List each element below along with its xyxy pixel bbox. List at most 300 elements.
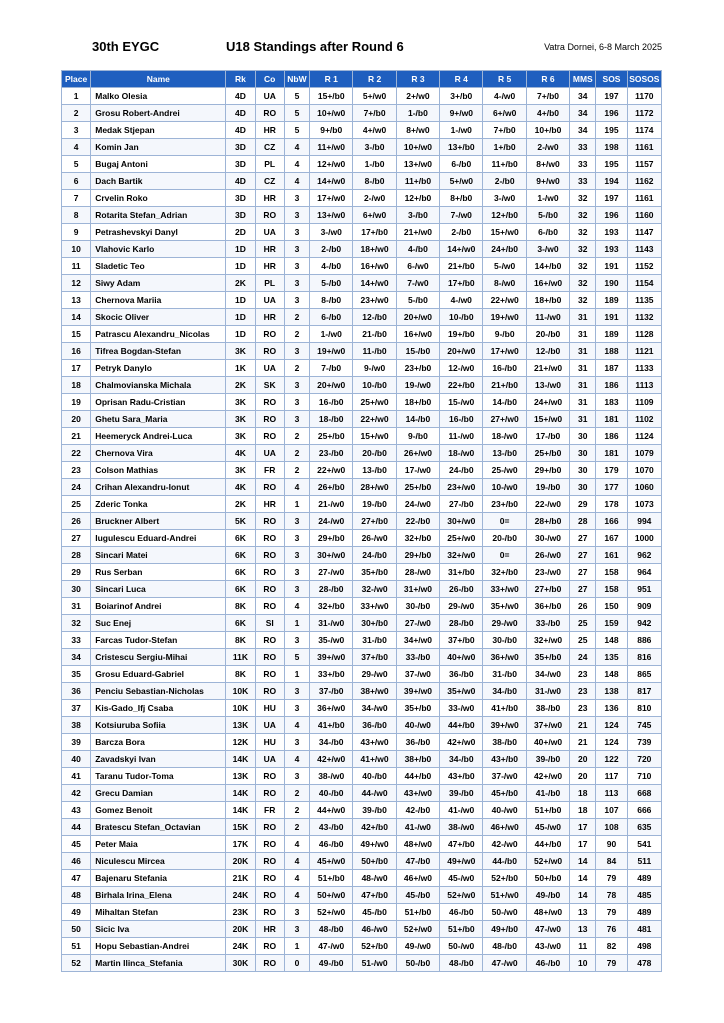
- cell-r2: 49+/w0: [353, 836, 396, 853]
- cell-r4: 9+/w0: [440, 105, 483, 122]
- cell-place: 29: [62, 564, 91, 581]
- table-row: [62, 173, 662, 190]
- column-header-country: Co: [255, 71, 284, 88]
- cell-r6: 45-/w0: [526, 819, 569, 836]
- cell-nbw: 3: [284, 258, 309, 275]
- cell-r6: 16+/w0: [526, 275, 569, 292]
- cell-sos: 113: [596, 785, 627, 802]
- cell-r4: 11-/w0: [440, 428, 483, 445]
- column-header-name: Name: [91, 71, 226, 88]
- cell-sosos: 1162: [627, 173, 661, 190]
- cell-r6: 7+/b0: [526, 88, 569, 105]
- cell-r1: 44+/w0: [310, 802, 353, 819]
- table-row: [62, 241, 662, 258]
- cell-r6: 18+/b0: [526, 292, 569, 309]
- cell-r5: 35+/w0: [483, 598, 526, 615]
- cell-r6: 32+/w0: [526, 632, 569, 649]
- cell-r3: 15-/b0: [396, 343, 439, 360]
- cell-name: Petrashevskyi Danyl: [91, 224, 226, 241]
- cell-r5: 42-/w0: [483, 836, 526, 853]
- cell-country: HR: [255, 258, 284, 275]
- cell-r1: 14+/w0: [310, 173, 353, 190]
- cell-name: Crihan Alexandru-Ionut: [91, 479, 226, 496]
- cell-r1: 46-/b0: [310, 836, 353, 853]
- cell-r5: 22+/w0: [483, 292, 526, 309]
- cell-place: 49: [62, 904, 91, 921]
- cell-country: RO: [255, 479, 284, 496]
- cell-sos: 191: [596, 258, 627, 275]
- cell-sosos: 1147: [627, 224, 661, 241]
- cell-sosos: 1000: [627, 530, 661, 547]
- column-header-sos: SOS: [596, 71, 627, 88]
- cell-rank: 20K: [226, 853, 255, 870]
- standings-title: U18 Standings after Round 6: [226, 39, 404, 54]
- cell-sos: 181: [596, 411, 627, 428]
- cell-sosos: 886: [627, 632, 661, 649]
- cell-place: 42: [62, 785, 91, 802]
- cell-r2: 15+/w0: [353, 428, 396, 445]
- cell-mms: 18: [570, 802, 596, 819]
- cell-name: Malko Olesia: [91, 88, 226, 105]
- cell-nbw: 3: [284, 190, 309, 207]
- cell-r6: 5-/b0: [526, 207, 569, 224]
- cell-sosos: 541: [627, 836, 661, 853]
- cell-mms: 13: [570, 904, 596, 921]
- cell-sos: 82: [596, 938, 627, 955]
- cell-country: HR: [255, 241, 284, 258]
- cell-sosos: 1135: [627, 292, 661, 309]
- cell-nbw: 3: [284, 734, 309, 751]
- cell-r3: 42-/b0: [396, 802, 439, 819]
- cell-r2: 29-/w0: [353, 666, 396, 683]
- cell-r5: 0=: [483, 513, 526, 530]
- cell-name: Siwy Adam: [91, 275, 226, 292]
- table-row: [62, 955, 662, 972]
- cell-r6: 12-/b0: [526, 343, 569, 360]
- cell-r5: 4-/w0: [483, 88, 526, 105]
- cell-name: Rus Serban: [91, 564, 226, 581]
- cell-r3: 2+/w0: [396, 88, 439, 105]
- cell-rank: 4D: [226, 105, 255, 122]
- cell-sos: 190: [596, 275, 627, 292]
- venue-date: Vatra Dornei, 6-8 March 2025: [544, 42, 662, 52]
- cell-mms: 14: [570, 887, 596, 904]
- cell-country: PL: [255, 275, 284, 292]
- cell-sos: 186: [596, 377, 627, 394]
- cell-sosos: 1132: [627, 309, 661, 326]
- cell-r2: 16+/w0: [353, 258, 396, 275]
- cell-name: Grosu Eduard-Gabriel: [91, 666, 226, 683]
- cell-sos: 124: [596, 734, 627, 751]
- cell-r6: 38-/b0: [526, 700, 569, 717]
- cell-r6: 9+/w0: [526, 173, 569, 190]
- cell-r5: 51+/w0: [483, 887, 526, 904]
- cell-place: 11: [62, 258, 91, 275]
- cell-sos: 195: [596, 122, 627, 139]
- cell-r4: 29-/w0: [440, 598, 483, 615]
- cell-r4: 18-/w0: [440, 445, 483, 462]
- cell-sosos: 745: [627, 717, 661, 734]
- column-header-r4: R 4: [440, 71, 483, 88]
- table-row: [62, 326, 662, 343]
- cell-r6: 3-/w0: [526, 241, 569, 258]
- cell-nbw: 4: [284, 173, 309, 190]
- cell-r1: 16-/b0: [310, 394, 353, 411]
- cell-sosos: 1161: [627, 139, 661, 156]
- cell-r3: 13+/w0: [396, 156, 439, 173]
- cell-mms: 20: [570, 751, 596, 768]
- table-row: [62, 258, 662, 275]
- cell-sos: 186: [596, 428, 627, 445]
- cell-name: Dach Bartik: [91, 173, 226, 190]
- cell-nbw: 3: [284, 275, 309, 292]
- cell-r3: 8+/w0: [396, 122, 439, 139]
- cell-sos: 196: [596, 207, 627, 224]
- cell-sos: 79: [596, 904, 627, 921]
- cell-r6: 4+/b0: [526, 105, 569, 122]
- cell-r5: 33+/w0: [483, 581, 526, 598]
- cell-r2: 24-/b0: [353, 547, 396, 564]
- table-row: [62, 632, 662, 649]
- cell-place: 27: [62, 530, 91, 547]
- cell-nbw: 4: [284, 751, 309, 768]
- table-row: [62, 462, 662, 479]
- cell-r3: 20+/w0: [396, 309, 439, 326]
- table-row: [62, 156, 662, 173]
- cell-name: Colson Mathias: [91, 462, 226, 479]
- cell-nbw: 4: [284, 479, 309, 496]
- cell-r1: 13+/w0: [310, 207, 353, 224]
- cell-sos: 159: [596, 615, 627, 632]
- cell-place: 34: [62, 649, 91, 666]
- cell-r6: 42+/w0: [526, 768, 569, 785]
- cell-mms: 13: [570, 921, 596, 938]
- cell-sosos: 1157: [627, 156, 661, 173]
- cell-rank: 2D: [226, 224, 255, 241]
- cell-nbw: 1: [284, 938, 309, 955]
- cell-r2: 14+/w0: [353, 275, 396, 292]
- cell-r3: 1-/b0: [396, 105, 439, 122]
- cell-sosos: 817: [627, 683, 661, 700]
- cell-sos: 187: [596, 360, 627, 377]
- cell-r5: 47-/w0: [483, 955, 526, 972]
- cell-r3: 17-/w0: [396, 462, 439, 479]
- cell-sosos: 485: [627, 887, 661, 904]
- cell-name: Petryk Danylo: [91, 360, 226, 377]
- cell-nbw: 3: [284, 292, 309, 309]
- table-row: [62, 785, 662, 802]
- table-row: [62, 105, 662, 122]
- cell-sos: 196: [596, 105, 627, 122]
- cell-country: RO: [255, 326, 284, 343]
- cell-place: 40: [62, 751, 91, 768]
- cell-r3: 24-/w0: [396, 496, 439, 513]
- cell-r2: 44-/w0: [353, 785, 396, 802]
- cell-mms: 34: [570, 88, 596, 105]
- table-row: [62, 428, 662, 445]
- cell-r6: 14+/b0: [526, 258, 569, 275]
- cell-r4: 32+/w0: [440, 547, 483, 564]
- cell-r5: 13-/b0: [483, 445, 526, 462]
- column-header-r5: R 5: [483, 71, 526, 88]
- table-row: [62, 598, 662, 615]
- cell-place: 19: [62, 394, 91, 411]
- table-row: [62, 819, 662, 836]
- cell-name: Kis-Gado_Ifj Csaba: [91, 700, 226, 717]
- cell-nbw: 3: [284, 683, 309, 700]
- cell-name: Penciu Sebastian-Nicholas: [91, 683, 226, 700]
- cell-r6: 26-/w0: [526, 547, 569, 564]
- cell-sosos: 478: [627, 955, 661, 972]
- cell-r3: 45-/b0: [396, 887, 439, 904]
- cell-place: 50: [62, 921, 91, 938]
- cell-sosos: 1174: [627, 122, 661, 139]
- cell-r4: 6-/b0: [440, 156, 483, 173]
- cell-r5: 7+/b0: [483, 122, 526, 139]
- cell-r2: 26-/w0: [353, 530, 396, 547]
- cell-sos: 84: [596, 853, 627, 870]
- cell-r1: 22+/w0: [310, 462, 353, 479]
- cell-nbw: 2: [284, 462, 309, 479]
- cell-place: 1: [62, 88, 91, 105]
- cell-r5: 31-/b0: [483, 666, 526, 683]
- cell-r1: 11+/w0: [310, 139, 353, 156]
- cell-r1: 51+/b0: [310, 870, 353, 887]
- cell-sos: 198: [596, 139, 627, 156]
- cell-place: 45: [62, 836, 91, 853]
- cell-place: 8: [62, 207, 91, 224]
- cell-r6: 2-/w0: [526, 139, 569, 156]
- cell-r5: 16-/b0: [483, 360, 526, 377]
- cell-mms: 30: [570, 445, 596, 462]
- cell-sos: 78: [596, 887, 627, 904]
- cell-r6: 39-/b0: [526, 751, 569, 768]
- cell-r4: 3+/b0: [440, 88, 483, 105]
- cell-country: HR: [255, 122, 284, 139]
- cell-r3: 52+/w0: [396, 921, 439, 938]
- cell-r5: 46+/w0: [483, 819, 526, 836]
- cell-sos: 167: [596, 530, 627, 547]
- cell-country: CZ: [255, 173, 284, 190]
- cell-nbw: 5: [284, 122, 309, 139]
- cell-r5: 2-/b0: [483, 173, 526, 190]
- cell-rank: 3K: [226, 462, 255, 479]
- cell-r6: 50+/b0: [526, 870, 569, 887]
- cell-r4: 31+/b0: [440, 564, 483, 581]
- cell-name: Bratescu Stefan_Octavian: [91, 819, 226, 836]
- cell-mms: 11: [570, 938, 596, 955]
- cell-r3: 18+/b0: [396, 394, 439, 411]
- cell-r1: 42+/w0: [310, 751, 353, 768]
- cell-country: PL: [255, 156, 284, 173]
- cell-country: RO: [255, 513, 284, 530]
- cell-nbw: 4: [284, 887, 309, 904]
- cell-r1: 1-/w0: [310, 326, 353, 343]
- cell-r1: 39+/w0: [310, 649, 353, 666]
- cell-sos: 90: [596, 836, 627, 853]
- cell-mms: 17: [570, 836, 596, 853]
- cell-r2: 6+/w0: [353, 207, 396, 224]
- cell-r1: 41+/b0: [310, 717, 353, 734]
- cell-r2: 28+/w0: [353, 479, 396, 496]
- cell-sosos: 489: [627, 870, 661, 887]
- cell-sosos: 951: [627, 581, 661, 598]
- cell-country: RO: [255, 819, 284, 836]
- cell-r1: 35-/w0: [310, 632, 353, 649]
- cell-r6: 43-/w0: [526, 938, 569, 955]
- table-body: [62, 88, 662, 972]
- cell-r6: 40+/w0: [526, 734, 569, 751]
- cell-sosos: 1133: [627, 360, 661, 377]
- table-row: [62, 649, 662, 666]
- table-row: [62, 377, 662, 394]
- cell-mms: 18: [570, 785, 596, 802]
- cell-country: UA: [255, 751, 284, 768]
- cell-r3: 5-/b0: [396, 292, 439, 309]
- cell-r5: 9-/b0: [483, 326, 526, 343]
- table-row: [62, 394, 662, 411]
- cell-r3: 7-/w0: [396, 275, 439, 292]
- cell-r2: 39-/b0: [353, 802, 396, 819]
- cell-mms: 23: [570, 700, 596, 717]
- cell-r4: 24-/b0: [440, 462, 483, 479]
- cell-sosos: 1079: [627, 445, 661, 462]
- cell-r2: 48-/w0: [353, 870, 396, 887]
- cell-sos: 148: [596, 666, 627, 683]
- cell-r6: 19-/b0: [526, 479, 569, 496]
- cell-r5: 29-/w0: [483, 615, 526, 632]
- cell-sosos: 1170: [627, 88, 661, 105]
- cell-r6: 21+/w0: [526, 360, 569, 377]
- cell-r6: 27+/b0: [526, 581, 569, 598]
- cell-r4: 17+/b0: [440, 275, 483, 292]
- cell-r2: 41+/w0: [353, 751, 396, 768]
- cell-mms: 32: [570, 241, 596, 258]
- cell-mms: 34: [570, 105, 596, 122]
- cell-r1: 49-/b0: [310, 955, 353, 972]
- cell-r3: 40-/w0: [396, 717, 439, 734]
- cell-place: 12: [62, 275, 91, 292]
- cell-r2: 46-/w0: [353, 921, 396, 938]
- cell-name: Tifrea Bogdan-Stefan: [91, 343, 226, 360]
- cell-mms: 27: [570, 547, 596, 564]
- cell-r6: 24+/w0: [526, 394, 569, 411]
- cell-r2: 32-/w0: [353, 581, 396, 598]
- cell-nbw: 3: [284, 700, 309, 717]
- cell-rank: 12K: [226, 734, 255, 751]
- cell-r6: 10+/b0: [526, 122, 569, 139]
- cell-sosos: 1060: [627, 479, 661, 496]
- table-header-row: [62, 71, 662, 88]
- cell-sosos: 668: [627, 785, 661, 802]
- cell-r1: 50+/w0: [310, 887, 353, 904]
- cell-r4: 38-/w0: [440, 819, 483, 836]
- cell-r4: 1-/w0: [440, 122, 483, 139]
- cell-rank: 6K: [226, 615, 255, 632]
- cell-mms: 27: [570, 530, 596, 547]
- cell-country: UA: [255, 292, 284, 309]
- cell-sos: 158: [596, 564, 627, 581]
- cell-rank: 14K: [226, 802, 255, 819]
- cell-sos: 189: [596, 292, 627, 309]
- cell-place: 26: [62, 513, 91, 530]
- cell-rank: 14K: [226, 751, 255, 768]
- cell-rank: 1D: [226, 326, 255, 343]
- cell-place: 15: [62, 326, 91, 343]
- cell-r5: 37-/w0: [483, 768, 526, 785]
- cell-nbw: 3: [284, 513, 309, 530]
- cell-sos: 79: [596, 870, 627, 887]
- cell-r2: 27+/b0: [353, 513, 396, 530]
- cell-name: Zderic Tonka: [91, 496, 226, 513]
- cell-r4: 7-/w0: [440, 207, 483, 224]
- column-header-nbw: NbW: [284, 71, 309, 88]
- cell-r2: 3-/b0: [353, 139, 396, 156]
- cell-r2: 5+/w0: [353, 88, 396, 105]
- column-header-r2: R 2: [353, 71, 396, 88]
- cell-mms: 33: [570, 139, 596, 156]
- cell-r2: 25+/w0: [353, 394, 396, 411]
- cell-r3: 50-/b0: [396, 955, 439, 972]
- cell-country: RO: [255, 105, 284, 122]
- cell-mms: 25: [570, 615, 596, 632]
- cell-r5: 5-/w0: [483, 258, 526, 275]
- cell-r5: 25-/w0: [483, 462, 526, 479]
- cell-mms: 31: [570, 411, 596, 428]
- table-row: [62, 513, 662, 530]
- cell-sos: 177: [596, 479, 627, 496]
- cell-r3: 30-/b0: [396, 598, 439, 615]
- cell-country: RO: [255, 836, 284, 853]
- cell-r5: 8-/w0: [483, 275, 526, 292]
- cell-place: 35: [62, 666, 91, 683]
- cell-nbw: 2: [284, 360, 309, 377]
- cell-nbw: 4: [284, 853, 309, 870]
- table-row: [62, 683, 662, 700]
- cell-r1: 9+/b0: [310, 122, 353, 139]
- cell-nbw: 3: [284, 921, 309, 938]
- cell-r2: 22+/w0: [353, 411, 396, 428]
- cell-place: 51: [62, 938, 91, 955]
- cell-mms: 33: [570, 156, 596, 173]
- cell-place: 37: [62, 700, 91, 717]
- cell-sosos: 739: [627, 734, 661, 751]
- cell-rank: 4D: [226, 88, 255, 105]
- cell-rank: 2K: [226, 275, 255, 292]
- cell-country: RO: [255, 207, 284, 224]
- cell-r3: 34+/w0: [396, 632, 439, 649]
- cell-sos: 79: [596, 955, 627, 972]
- cell-place: 33: [62, 632, 91, 649]
- cell-country: RO: [255, 581, 284, 598]
- cell-r4: 33-/w0: [440, 700, 483, 717]
- cell-nbw: 1: [284, 666, 309, 683]
- cell-r1: 7-/b0: [310, 360, 353, 377]
- cell-rank: 24K: [226, 887, 255, 904]
- cell-rank: 8K: [226, 598, 255, 615]
- cell-sos: 179: [596, 462, 627, 479]
- cell-r6: 6-/b0: [526, 224, 569, 241]
- cell-r5: 10-/w0: [483, 479, 526, 496]
- cell-sosos: 720: [627, 751, 661, 768]
- cell-sos: 195: [596, 156, 627, 173]
- cell-mms: 30: [570, 479, 596, 496]
- cell-r4: 21+/b0: [440, 258, 483, 275]
- cell-name: Kotsiuruba Sofiia: [91, 717, 226, 734]
- cell-r2: 40-/b0: [353, 768, 396, 785]
- cell-nbw: 3: [284, 632, 309, 649]
- cell-country: RO: [255, 904, 284, 921]
